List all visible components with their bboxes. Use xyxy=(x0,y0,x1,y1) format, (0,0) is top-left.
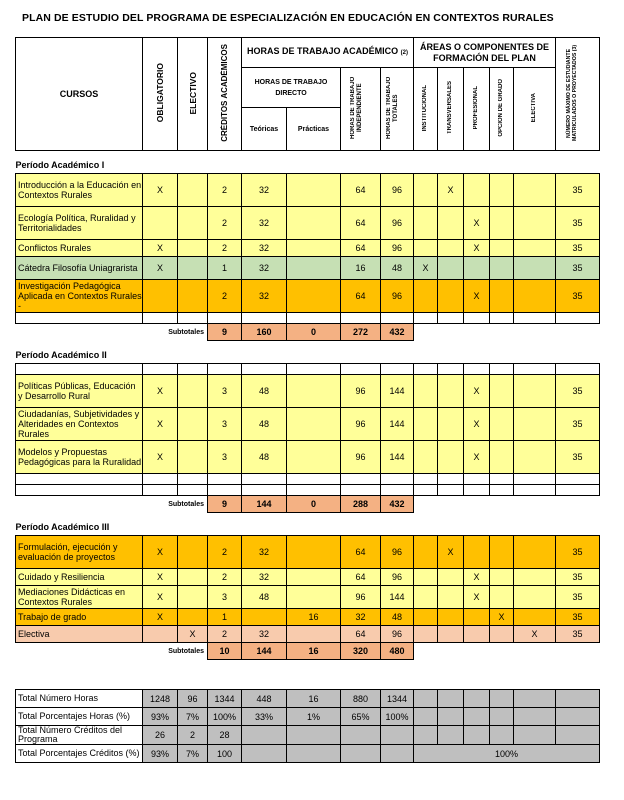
totals-f: 65% xyxy=(341,708,381,726)
cell-teoricas: 48 xyxy=(242,408,287,441)
cell-practicas xyxy=(287,586,341,609)
cell-teoricas: 32 xyxy=(242,569,287,586)
cell-totales: 144 xyxy=(381,375,414,408)
totals-row xyxy=(16,726,600,745)
cell-independiente: 64 xyxy=(341,240,381,257)
header-institucional: INSTITUCIONAL xyxy=(414,68,438,151)
cell-max-estudiantes: 35 xyxy=(556,375,600,408)
cell-teoricas: 48 xyxy=(242,586,287,609)
cell-creditos: 2 xyxy=(208,280,242,313)
totals-c: 1344 xyxy=(208,690,242,708)
subtotal-tot: 480 xyxy=(381,643,414,660)
subtotal-pra: 0 xyxy=(287,496,341,513)
cell-profesional: X xyxy=(464,207,490,240)
course-row xyxy=(16,257,600,280)
totals-e: 1% xyxy=(287,708,341,726)
subtotal-cred: 9 xyxy=(208,324,242,341)
cell-totales: 144 xyxy=(381,441,414,474)
cell-max-estudiantes: 35 xyxy=(556,536,600,569)
cell-max-estudiantes: 35 xyxy=(556,626,600,643)
totals-a: 26 xyxy=(143,726,178,745)
cell-electiva xyxy=(514,375,556,408)
totals-row xyxy=(16,745,600,763)
cell-totales: 48 xyxy=(381,609,414,626)
cell-creditos: 2 xyxy=(208,626,242,643)
totals-label: Total Porcentajes Horas (%) xyxy=(16,708,143,726)
course-row xyxy=(16,536,600,569)
cell-practicas xyxy=(287,240,341,257)
cell-max-estudiantes: 35 xyxy=(556,240,600,257)
cell-opcion-grado xyxy=(490,569,514,586)
cell-institucional xyxy=(414,441,438,474)
cell-electiva xyxy=(514,408,556,441)
cell-obligatorio: X xyxy=(143,586,178,609)
cell-institucional xyxy=(414,174,438,207)
cell-electivo xyxy=(178,536,208,569)
cell-transversales xyxy=(438,626,464,643)
course-name: Cátedra Filosofía Uniagrarista xyxy=(16,257,143,280)
cell-creditos: 1 xyxy=(208,257,242,280)
subtotal-cred: 9 xyxy=(208,496,242,513)
cell-opcion-grado xyxy=(490,536,514,569)
cell-practicas xyxy=(287,207,341,240)
cell-profesional xyxy=(464,257,490,280)
cell-independiente: 64 xyxy=(341,280,381,313)
cell-teoricas: 32 xyxy=(242,536,287,569)
subtotal-pra: 16 xyxy=(287,643,341,660)
cell-obligatorio: X xyxy=(143,536,178,569)
cell-electiva xyxy=(514,174,556,207)
period-label: Período Académico II xyxy=(15,350,107,360)
course-name: Conflictos Rurales xyxy=(16,240,143,257)
header-horas-directo: HORAS DE TRABAJO DIRECTO xyxy=(242,68,341,108)
cell-transversales xyxy=(438,609,464,626)
cell-max-estudiantes: 35 xyxy=(556,207,600,240)
page-title: PLAN DE ESTUDIO DEL PROGRAMA DE ESPECIALIZACIÓN EN EDUCACIÓN EN CONTEXTOS RURALES xyxy=(22,12,554,24)
cell-teoricas xyxy=(242,609,287,626)
cell-independiente: 32 xyxy=(341,609,381,626)
cell-independiente: 96 xyxy=(341,586,381,609)
header-max-estudiantes: NÚMERO MÁXIMO DE ESTUDIANTE MATRICULADOS O PROYECTADOS (3) xyxy=(556,38,600,151)
totals-area-percent: 100% xyxy=(414,745,600,763)
header-horas-independiente: HORAS DE TRABAJO INDEPENDIENTE xyxy=(341,68,381,151)
cell-electivo xyxy=(178,609,208,626)
cell-electivo xyxy=(178,569,208,586)
totals-row xyxy=(16,708,600,726)
cell-practicas: 16 xyxy=(287,609,341,626)
header-teoricas: Teóricas xyxy=(242,108,287,151)
course-row xyxy=(16,280,600,313)
header-creditos: CRÉDITOS ACADÉMICOS xyxy=(208,38,242,151)
cell-creditos: 3 xyxy=(208,408,242,441)
cell-transversales xyxy=(438,408,464,441)
cell-electivo xyxy=(178,240,208,257)
cell-independiente: 64 xyxy=(341,569,381,586)
subtotal-pra: 0 xyxy=(287,324,341,341)
cell-electivo xyxy=(178,257,208,280)
totals-b: 7% xyxy=(178,708,208,726)
cell-electiva xyxy=(514,240,556,257)
cell-profesional xyxy=(464,609,490,626)
totals-d: 448 xyxy=(242,690,287,708)
header-areas: ÁREAS O COMPONENTES DE FORMACIÓN DEL PLAN xyxy=(414,38,556,68)
totals-f: 880 xyxy=(341,690,381,708)
totals-a: 1248 xyxy=(143,690,178,708)
cell-electivo xyxy=(178,441,208,474)
cell-obligatorio: X xyxy=(143,375,178,408)
cell-practicas xyxy=(287,536,341,569)
course-name: Trabajo de grado xyxy=(16,609,143,626)
cell-teoricas: 32 xyxy=(242,280,287,313)
cell-practicas xyxy=(287,408,341,441)
cell-institucional xyxy=(414,536,438,569)
cell-max-estudiantes: 35 xyxy=(556,609,600,626)
cell-opcion-grado xyxy=(490,375,514,408)
totals-g: 100% xyxy=(381,708,414,726)
cell-independiente: 96 xyxy=(341,408,381,441)
cell-electiva xyxy=(514,536,556,569)
header-electivo: ELECTIVO xyxy=(178,38,208,151)
cell-opcion-grado: X xyxy=(490,609,514,626)
cell-electiva xyxy=(514,569,556,586)
cell-electivo xyxy=(178,586,208,609)
header-cursos: CURSOS xyxy=(16,38,143,151)
cell-independiente: 64 xyxy=(341,174,381,207)
course-row xyxy=(16,569,600,586)
cell-practicas xyxy=(287,174,341,207)
cell-transversales xyxy=(438,441,464,474)
cell-profesional xyxy=(464,174,490,207)
cell-institucional xyxy=(414,586,438,609)
cell-transversales xyxy=(438,280,464,313)
cell-max-estudiantes: 35 xyxy=(556,174,600,207)
subtotal-label: Subtotales xyxy=(168,328,204,336)
cell-totales: 144 xyxy=(381,408,414,441)
cell-creditos: 3 xyxy=(208,441,242,474)
totals-table xyxy=(15,689,600,763)
cell-profesional: X xyxy=(464,280,490,313)
cell-profesional xyxy=(464,626,490,643)
cell-opcion-grado xyxy=(490,257,514,280)
cell-opcion-grado xyxy=(490,240,514,257)
cell-electiva xyxy=(514,280,556,313)
cell-profesional: X xyxy=(464,375,490,408)
totals-label: Total Número Horas xyxy=(16,690,143,708)
cell-max-estudiantes: 35 xyxy=(556,280,600,313)
course-row xyxy=(16,441,600,474)
totals-label: Total Número Créditos del Programa xyxy=(16,726,143,745)
cell-max-estudiantes: 35 xyxy=(556,408,600,441)
cell-teoricas: 48 xyxy=(242,441,287,474)
header-horas-trabajo: HORAS DE TRABAJO ACADÉMICO (2) xyxy=(242,38,414,68)
cell-electivo xyxy=(178,375,208,408)
study-plan-table xyxy=(15,37,600,660)
cell-independiente: 64 xyxy=(341,536,381,569)
cell-institucional xyxy=(414,569,438,586)
cell-profesional: X xyxy=(464,408,490,441)
header-obligatorio: OBLIGATORIO xyxy=(143,38,178,151)
subtotal-tot: 432 xyxy=(381,324,414,341)
cell-creditos: 2 xyxy=(208,569,242,586)
cell-opcion-grado xyxy=(490,626,514,643)
cell-electivo xyxy=(178,207,208,240)
subtotal-teo: 144 xyxy=(242,496,287,513)
period-label: Período Académico I xyxy=(15,160,105,170)
subtotal-tot: 432 xyxy=(381,496,414,513)
cell-independiente: 16 xyxy=(341,257,381,280)
header-electiva: ELECTIVA xyxy=(514,68,556,151)
cell-practicas xyxy=(287,257,341,280)
course-row xyxy=(16,375,600,408)
course-name: Introducción a la Educación en Contextos Rurales xyxy=(16,174,143,207)
cell-teoricas: 32 xyxy=(242,626,287,643)
cell-teoricas: 48 xyxy=(242,375,287,408)
cell-creditos: 3 xyxy=(208,586,242,609)
cell-transversales xyxy=(438,240,464,257)
course-row xyxy=(16,174,600,207)
cell-totales: 96 xyxy=(381,240,414,257)
cell-totales: 96 xyxy=(381,207,414,240)
course-name: Electiva xyxy=(16,626,143,643)
totals-b: 96 xyxy=(178,690,208,708)
cell-max-estudiantes: 35 xyxy=(556,257,600,280)
course-name: Modelos y Propuestas Pedagógicas para la Ruralidad xyxy=(16,441,143,474)
cell-transversales xyxy=(438,207,464,240)
cell-electiva xyxy=(514,441,556,474)
totals-g: 1344 xyxy=(381,690,414,708)
header-opcion-grado: OPCION DE GRADO xyxy=(490,68,514,151)
cell-profesional: X xyxy=(464,441,490,474)
cell-max-estudiantes: 35 xyxy=(556,441,600,474)
course-name: Formulación, ejecución y evaluación de proyectos xyxy=(16,536,143,569)
cell-profesional: X xyxy=(464,569,490,586)
cell-practicas xyxy=(287,441,341,474)
cell-obligatorio: X xyxy=(143,408,178,441)
cell-teoricas: 32 xyxy=(242,257,287,280)
course-name: Cuidado y Resiliencia xyxy=(16,569,143,586)
header-transversales: TRANSVERSALES xyxy=(438,68,464,151)
subtotal-ind: 320 xyxy=(341,643,381,660)
cell-electivo xyxy=(178,280,208,313)
cell-electiva: X xyxy=(514,626,556,643)
totals-row xyxy=(16,690,600,708)
cell-electiva xyxy=(514,609,556,626)
cell-totales: 96 xyxy=(381,280,414,313)
cell-totales: 96 xyxy=(381,626,414,643)
cell-obligatorio: X xyxy=(143,609,178,626)
course-row xyxy=(16,609,600,626)
totals-c: 100% xyxy=(208,708,242,726)
header-practicas: Prácticas xyxy=(287,108,341,151)
cell-creditos: 2 xyxy=(208,207,242,240)
cell-institucional xyxy=(414,375,438,408)
cell-teoricas: 32 xyxy=(242,240,287,257)
cell-obligatorio: X xyxy=(143,240,178,257)
cell-opcion-grado xyxy=(490,441,514,474)
cell-transversales: X xyxy=(438,536,464,569)
cell-independiente: 96 xyxy=(341,375,381,408)
course-row xyxy=(16,240,600,257)
cell-creditos: 2 xyxy=(208,536,242,569)
period-label: Período Académico III xyxy=(15,522,110,532)
subtotal-label: Subtotales xyxy=(168,647,204,655)
cell-transversales xyxy=(438,375,464,408)
cell-totales: 48 xyxy=(381,257,414,280)
cell-electiva xyxy=(514,207,556,240)
course-name: Ciudadanías, Subjetividades y Alteridades en Contextos Rurales xyxy=(16,408,143,441)
cell-institucional xyxy=(414,240,438,257)
subtotal-cred: 10 xyxy=(208,643,242,660)
cell-obligatorio: X xyxy=(143,257,178,280)
totals-b: 7% xyxy=(178,745,208,763)
cell-institucional xyxy=(414,609,438,626)
totals-c: 100 xyxy=(208,745,242,763)
totals-a: 93% xyxy=(143,745,178,763)
cell-institucional xyxy=(414,207,438,240)
cell-opcion-grado xyxy=(490,207,514,240)
course-name: Investigación Pedagógica Aplicada en Contextos Rurales - xyxy=(16,280,143,313)
cell-transversales xyxy=(438,586,464,609)
cell-creditos: 3 xyxy=(208,375,242,408)
course-name: Ecología Política, Ruralidad y Territorialidades xyxy=(16,207,143,240)
cell-electivo xyxy=(178,408,208,441)
course-row xyxy=(16,207,600,240)
cell-opcion-grado xyxy=(490,408,514,441)
cell-electiva xyxy=(514,586,556,609)
cell-institucional: X xyxy=(414,257,438,280)
cell-totales: 96 xyxy=(381,174,414,207)
header-profesional: PROFESIONAL xyxy=(464,68,490,151)
totals-a: 93% xyxy=(143,708,178,726)
subtotal-teo: 160 xyxy=(242,324,287,341)
subtotal-label: Subtotales xyxy=(168,500,204,508)
totals-d: 33% xyxy=(242,708,287,726)
header-horas-totales: HORAS DE TRABAJO TOTALES xyxy=(381,68,414,151)
totals-b: 2 xyxy=(178,726,208,745)
cell-practicas xyxy=(287,375,341,408)
cell-practicas xyxy=(287,569,341,586)
subtotal-ind: 272 xyxy=(341,324,381,341)
cell-opcion-grado xyxy=(490,174,514,207)
cell-profesional xyxy=(464,536,490,569)
cell-independiente: 64 xyxy=(341,207,381,240)
cell-opcion-grado xyxy=(490,586,514,609)
cell-opcion-grado xyxy=(490,280,514,313)
cell-teoricas: 32 xyxy=(242,207,287,240)
cell-electivo xyxy=(178,174,208,207)
cell-max-estudiantes: 35 xyxy=(556,569,600,586)
cell-institucional xyxy=(414,280,438,313)
cell-electivo: X xyxy=(178,626,208,643)
cell-independiente: 64 xyxy=(341,626,381,643)
cell-obligatorio xyxy=(143,280,178,313)
cell-profesional: X xyxy=(464,586,490,609)
totals-e: 16 xyxy=(287,690,341,708)
cell-profesional: X xyxy=(464,240,490,257)
cell-teoricas: 32 xyxy=(242,174,287,207)
subtotal-ind: 288 xyxy=(341,496,381,513)
course-row xyxy=(16,408,600,441)
cell-practicas xyxy=(287,280,341,313)
cell-electiva xyxy=(514,257,556,280)
cell-creditos: 2 xyxy=(208,240,242,257)
totals-c: 28 xyxy=(208,726,242,745)
course-row xyxy=(16,626,600,643)
cell-creditos: 2 xyxy=(208,174,242,207)
cell-totales: 96 xyxy=(381,569,414,586)
cell-obligatorio xyxy=(143,626,178,643)
cell-max-estudiantes: 35 xyxy=(556,586,600,609)
course-name: Mediaciones Didácticas en Contextos Rurales xyxy=(16,586,143,609)
course-row xyxy=(16,586,600,609)
cell-independiente: 96 xyxy=(341,441,381,474)
cell-obligatorio: X xyxy=(143,174,178,207)
cell-institucional xyxy=(414,626,438,643)
cell-transversales xyxy=(438,569,464,586)
cell-practicas xyxy=(287,626,341,643)
cell-obligatorio xyxy=(143,207,178,240)
cell-totales: 144 xyxy=(381,586,414,609)
cell-totales: 96 xyxy=(381,536,414,569)
totals-label: Total Porcentajes Créditos (%) xyxy=(16,745,143,763)
subtotal-teo: 144 xyxy=(242,643,287,660)
cell-transversales xyxy=(438,257,464,280)
course-name: Políticas Públicas, Educación y Desarrollo Rural xyxy=(16,375,143,408)
cell-obligatorio: X xyxy=(143,569,178,586)
cell-transversales: X xyxy=(438,174,464,207)
cell-institucional xyxy=(414,408,438,441)
cell-creditos: 1 xyxy=(208,609,242,626)
cell-obligatorio: X xyxy=(143,441,178,474)
